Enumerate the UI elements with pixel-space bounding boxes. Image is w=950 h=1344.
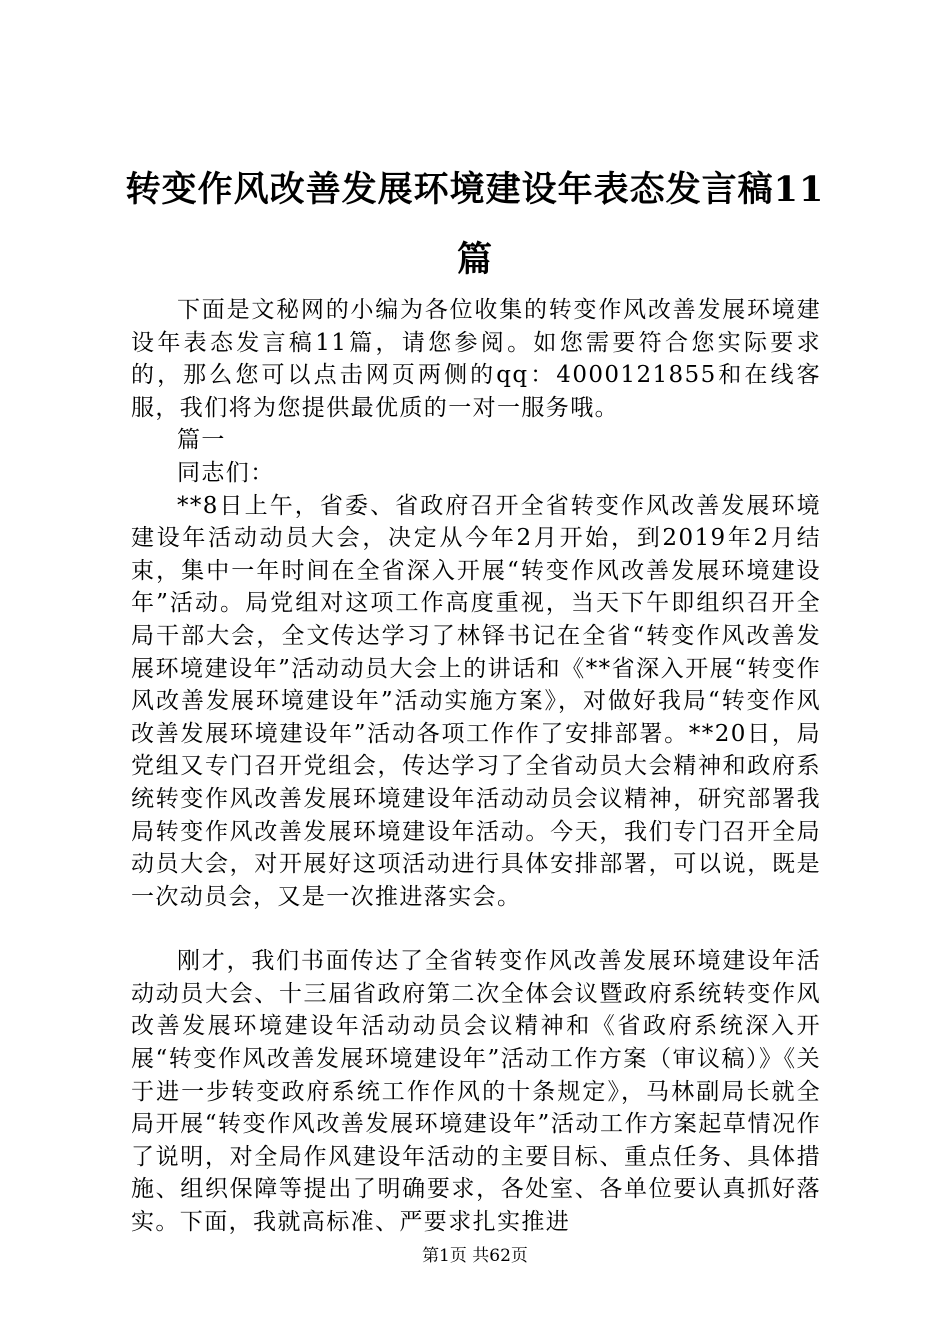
document-body <box>131 294 821 1239</box>
paragraph-spacer <box>131 913 821 945</box>
page-number-footer: 第1页 共62页 <box>422 1246 528 1266</box>
salutation: 同志们： <box>177 459 275 486</box>
intro-paragraph: 下面是文秘网的小编为各位收集的转变作风改善发展环境建设年表态发言稿11篇，请您参阅。如您需要符合您实际要求的，那么您可以点击网页两侧的qq：4000121855和在线客服，我们将为您提供最优质的一对一服务哦。 <box>131 297 821 421</box>
body-paragraph: 刚才，我们书面传达了全省转变作风改善发展环境建设年活动动员大会、十三届省政府第二次全体会议暨政府系统转变作风改善发展环境建设年活动动员会议精神和《省政府系统深入开展“转变作风改善发展环境建设年”活动工作方案（审议稿）》《关于进一步转变政府系统工作作风的十条规定》，马林副局长就全局开展“转变作风改善发展环境建设年”活动工作方案起草情况作了说明，对全局作风建设年活动的主要目标、重点任务、具体措施、组织保障等提出了明确要求，各处室、各单位要认真抓好落实。下面，我就高标准、严要求扎实推进 <box>131 948 821 1236</box>
body-paragraph: **8日上午，省委、省政府召开全省转变作风改善发展环境建设年活动动员大会，决定从今年2月开始，到2019年2月结束，集中一年时间在全省深入开展“转变作风改善发展环境建设年”活动。局党组对这项工作高度重视，当天下午即组织召开全局干部大会，全文传达学习了林铎书记在全省“转变作风改善发展环境建设年”活动动员大会上的讲话和《**省深入开展“转变作风改善发展环境建设年”活动实施方案》，对做好我局“转变作风改善发展环境建设年”活动各项工作作了安排部署。**20日，局党组又专门召开党组会，传达学习了全省动员大会精神和政府系统转变作风改善发展环境建设年活动动员会议精神，研究部署我局转变作风改善发展环境建设年活动。今天，我们专门召开全局动员大会，对开展好这项活动进行具体安排部署，可以说，既是一次动员会，又是一次推进落实会。 <box>131 492 821 910</box>
section-heading: 篇一 <box>177 427 226 454</box>
document-title: 转变作风改善发展环境建设年表态发言稿11篇 <box>125 169 825 280</box>
